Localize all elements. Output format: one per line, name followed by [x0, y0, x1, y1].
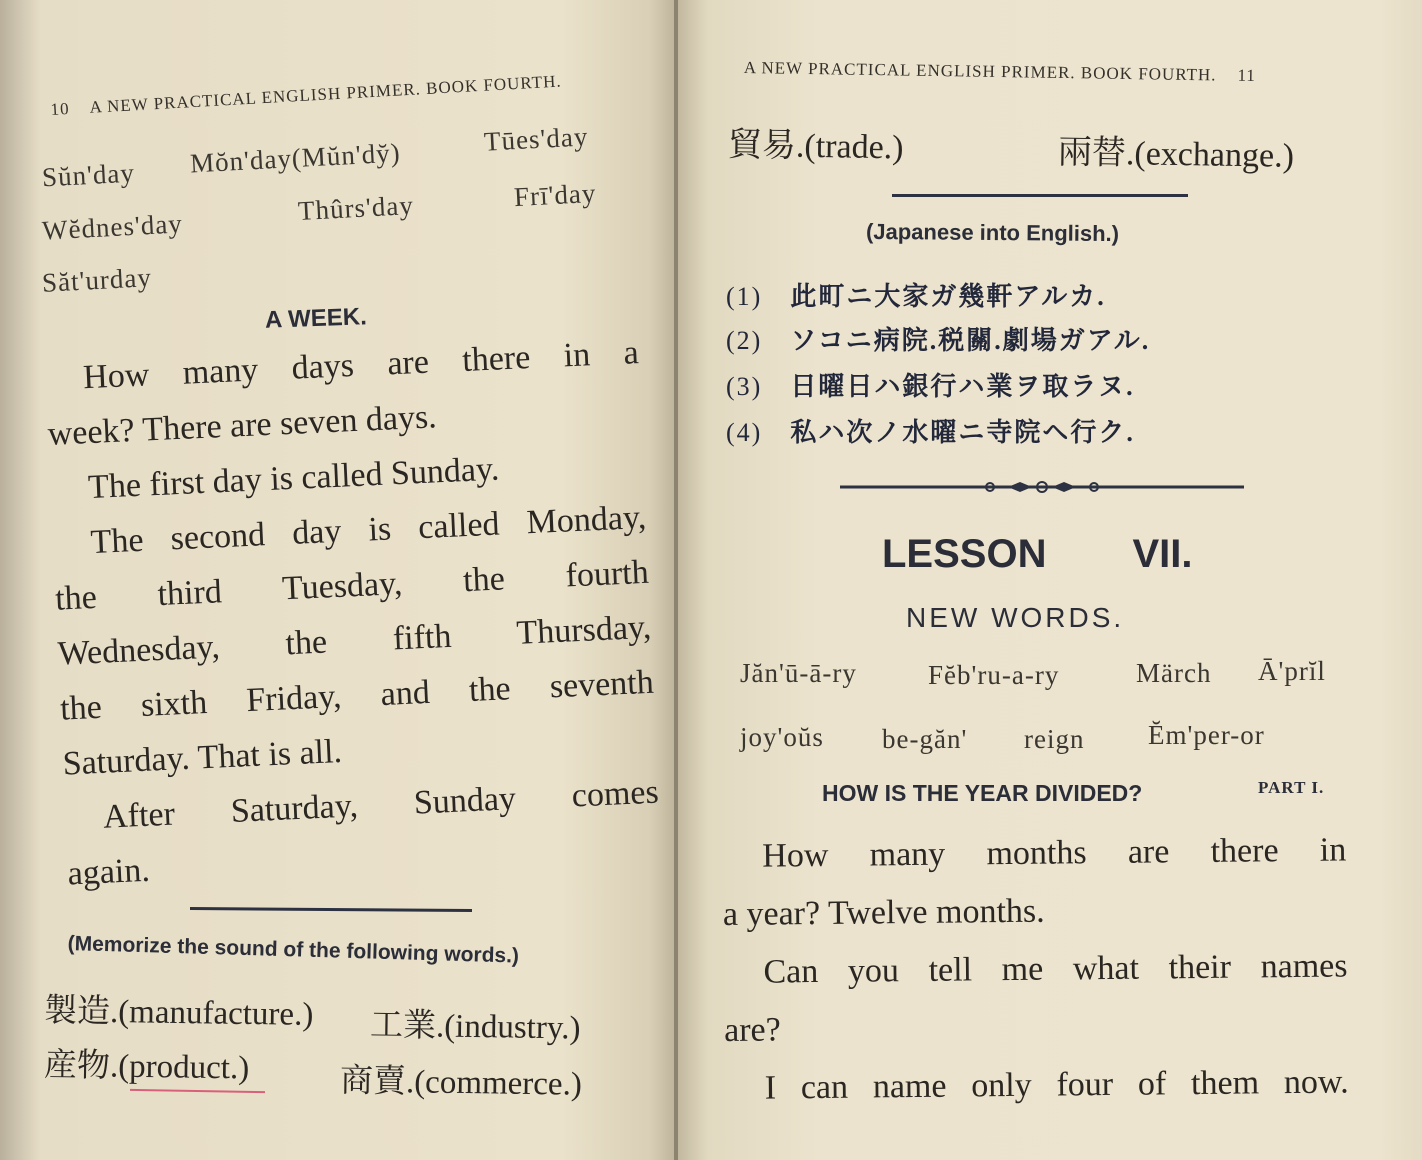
vocab-kanji: 兩替. — [1057, 134, 1135, 173]
exercise-number: (4) — [726, 418, 763, 447]
new-word-joyous: joy'oŭs — [740, 722, 824, 752]
left-divider-rule — [190, 907, 472, 912]
new-word-march: Märch — [1136, 658, 1212, 688]
right-divider-rule — [892, 194, 1188, 197]
lesson-title — [882, 532, 1193, 577]
part-label: PART I. — [1258, 778, 1325, 797]
pron-saturday: Săt'urday — [41, 262, 153, 298]
new-word-february: Fĕb'ru-a-ry — [928, 660, 1060, 690]
pron-thursday: Thûrs'day — [297, 189, 415, 227]
vocab-kanji: 商賣. — [339, 1063, 415, 1101]
vocab-commerce — [340, 1054, 583, 1104]
paragraph-line: The second day is called Monday, — [89, 498, 647, 562]
week-paragraphs — [44, 325, 662, 901]
vocab-product — [44, 1039, 250, 1089]
vocab-kanji: 貿易. — [727, 126, 805, 165]
section-title-a-week: A WEEK. — [264, 303, 368, 334]
right-page-number: 11 — [1237, 65, 1257, 86]
vocab-english: (industry.) — [443, 1008, 581, 1047]
paragraph-line: Can you tell me what their names — [763, 947, 1348, 991]
vocab-english: (exchange.) — [1134, 135, 1295, 175]
pencil-underline — [130, 1089, 265, 1093]
paragraph-line: Saturday. That is all. — [61, 732, 343, 783]
paragraph-line: How many days are there in a — [82, 334, 640, 397]
new-words-heading: NEW WORDS. — [906, 602, 1125, 633]
paragraph-line: again. — [66, 851, 151, 893]
vocab-english: (product.) — [117, 1048, 250, 1087]
exercise-number: (3) — [726, 372, 763, 401]
exercise-number: (1) — [726, 282, 763, 311]
year-paragraphs — [722, 821, 1349, 1118]
paragraph-line: After Saturday, Sunday comes — [102, 773, 660, 836]
right-running-title: A NEW PRACTICAL ENGLISH PRIMER. BOOK FOURTH. — [743, 58, 1217, 85]
paragraph-line: a year? Twelve months. — [722, 892, 1045, 933]
paragraph-line: week? There are seven days. — [46, 398, 438, 453]
right-page — [678, 0, 1422, 1160]
year-subheading: HOW IS THE YEAR DIVIDED? — [822, 780, 1143, 806]
paragraph-line: the third Tuesday, the fourth — [54, 553, 650, 618]
vocab-kanji: 工業. — [369, 1007, 445, 1045]
vocab-english: (manufacture.) — [117, 994, 314, 1033]
new-word-reign: reign — [1024, 724, 1085, 754]
new-word-april: Ā'prĭl — [1258, 656, 1326, 686]
exercise-text: 日曜日ハ銀行ハ業ヲ取ラヌ. — [790, 372, 1135, 401]
paragraph-line: How many months are there in — [762, 831, 1347, 875]
paragraph-line: I can name only four of them now. — [764, 1063, 1349, 1107]
left-header — [50, 71, 562, 120]
right-header — [744, 58, 1256, 86]
new-word-emperor: Ĕm'per-or — [1148, 720, 1265, 750]
paragraph-line: Wednesday, the fifth Thursday, — [56, 608, 652, 673]
pron-wednesday: Wĕdnes'day — [41, 208, 184, 246]
exercise-3 — [726, 366, 1135, 403]
exercise-text: 私ハ次ノ水曜ニ寺院ヘ行ク. — [790, 418, 1135, 447]
paragraph-line: the sixth Friday, and the seventh — [59, 663, 655, 728]
exercise-1 — [726, 276, 1106, 313]
lesson-label: LESSON — [882, 532, 1047, 576]
left-page-number: 10 — [50, 98, 71, 119]
lesson-number: VII. — [1132, 532, 1193, 576]
pron-monday: Mŏn'day(Mŭn'dy̆) — [189, 137, 402, 179]
left-running-title: A NEW PRACTICAL ENGLISH PRIMER. BOOK FOURTH. — [89, 71, 563, 117]
vocab-english: (trade.) — [804, 127, 904, 167]
vocab-industry — [370, 999, 581, 1049]
new-word-january: Jăn'ū-ā-ry — [740, 658, 857, 688]
vocab-english: (commerce.) — [413, 1064, 583, 1103]
exercise-4 — [726, 412, 1135, 449]
vocab-kanji: 製造. — [43, 993, 119, 1031]
vocab-exchange — [1058, 124, 1295, 177]
vocab-manufacture — [44, 984, 314, 1035]
new-word-began: be-găn' — [882, 724, 968, 754]
left-page — [0, 0, 676, 1160]
exercise-2 — [726, 320, 1150, 357]
pron-sunday: Sŭn'day — [41, 157, 136, 193]
pron-tuesday: Tūes'day — [483, 121, 590, 157]
vocab-kanji: 産物. — [43, 1047, 119, 1085]
paragraph-line: The first day is called Sunday. — [87, 450, 500, 507]
exercise-number: (2) — [726, 326, 763, 355]
vocab-trade — [728, 117, 904, 169]
ornamental-divider — [840, 480, 1244, 494]
paragraph-line: are? — [723, 1011, 781, 1049]
exercise-text: 此町ニ大家ガ幾軒アルカ. — [790, 282, 1106, 311]
pron-friday: Frī'day — [513, 177, 598, 213]
memorize-heading: (Memorize the sound of the following words.) — [67, 932, 520, 968]
exercise-text: ソコニ病院.税關.劇場ガアル. — [790, 326, 1151, 355]
exercise-heading: (Japanese into English.) — [865, 218, 1120, 247]
